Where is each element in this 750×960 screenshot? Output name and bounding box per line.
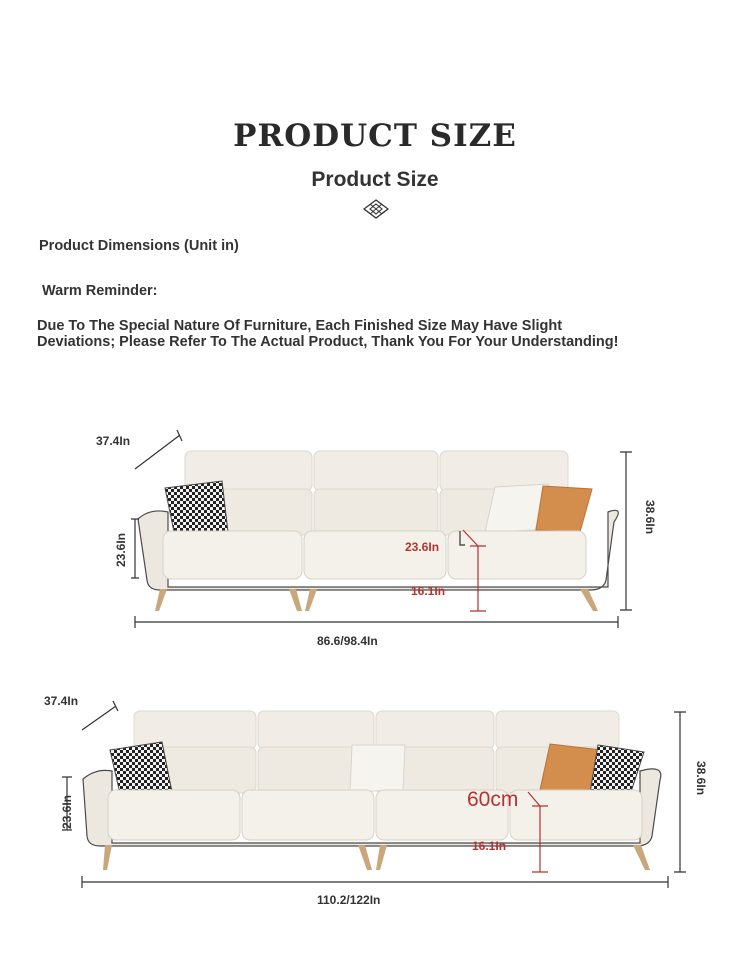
sofa-large-illustration	[0, 690, 750, 900]
reminder-label: Warm Reminder:	[42, 283, 158, 299]
sofa-small-arm-height: 23.6In	[114, 533, 128, 568]
sofa-small-total-height: 38.6In	[643, 500, 657, 535]
reminder-text	[37, 318, 727, 350]
reminder-text-line2: Deviations; Please Refer To The Actual Product, Thank You For Your Understanding!	[37, 334, 619, 350]
page-title: PRODUCT SIZE	[233, 118, 517, 154]
sofa-large-depth: 37.4In	[44, 694, 79, 708]
sofa-large-seat-depth: 60cm	[467, 788, 519, 811]
page-subtitle: Product Size	[311, 168, 439, 191]
sofa-small-illustration	[0, 420, 750, 650]
sofa-small-seat-height: 16.1In	[411, 584, 446, 598]
sofa-large-arm-height: 23.6In	[60, 795, 74, 830]
dimensions-label: Product Dimensions (Unit in)	[39, 238, 239, 254]
sofa-large-total-height: 38.6In	[694, 761, 708, 796]
reminder-text-line1: Due To The Special Nature Of Furniture, Each Finished Size May Have Slight	[37, 318, 563, 334]
sofa-large-width: 110.2/122In	[317, 893, 381, 907]
diamond-ornament-icon	[363, 199, 389, 219]
sofa-large-seat-height: 16.1In	[472, 839, 507, 853]
sofa-small-depth: 37.4In	[96, 434, 131, 448]
sofa-small-seat-depth: 23.6In	[405, 540, 440, 554]
sofa-small-width: 86.6/98.4In	[317, 634, 378, 648]
